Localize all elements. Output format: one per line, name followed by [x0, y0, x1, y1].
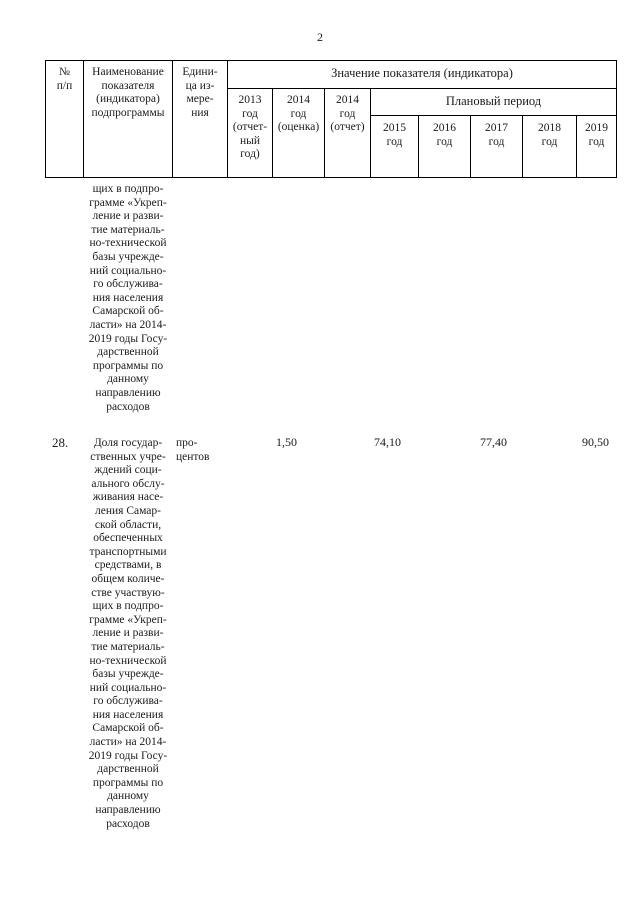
header-2017: 2017 год: [485, 122, 508, 148]
value-2019: 90,50: [582, 435, 609, 449]
header-2019: 2019 год: [585, 122, 608, 148]
header-top-line: [45, 60, 616, 61]
planned-period-line: [370, 115, 616, 116]
header-value-group: Значение показателя (индикатора): [331, 66, 513, 80]
value-2017: 77,40: [480, 435, 507, 449]
indicator-name: Доля государ- ственных учре- ждений соци- ального обслу- живания насе- ления Самар- ской области, обеспеченных транспортными средствами, в общем количе- стве участвую- щих в подпро- грамме «Укреп- ление и разви- тие материаль- но-технической базы учрежде- ний социально- го обслужива- ния населения Самарской об- ласти» на 2014- 2019 годы Госу- дарственной программы по данному направлению расходов: [88, 437, 168, 830]
col-line-11: [616, 60, 617, 178]
header-2014-estimate: 2014 год (оценка): [277, 94, 320, 134]
header-2018: 2018 год: [538, 122, 561, 148]
unit-of-measure: про- центов: [176, 437, 210, 463]
value-group-line: [227, 88, 616, 89]
value-2015: 74,10: [374, 435, 401, 449]
header-name: Наименование показателя (индикатора) подпрограммы: [91, 66, 165, 119]
page-number: 2: [317, 30, 323, 44]
header-num: № п/п: [56, 66, 73, 92]
header-2016: 2016 год: [433, 122, 456, 148]
header-bottom-line: [45, 177, 616, 178]
header-planned-period: Плановый период: [445, 94, 542, 108]
row-number: 28.: [52, 435, 69, 450]
header-2013: 2013 год (отчет- ный год): [232, 94, 268, 161]
header-2015: 2015 год: [383, 122, 406, 148]
header-2014-report: 2014 год (отчет): [330, 94, 365, 134]
value-2014-estimate: 1,50: [276, 435, 297, 449]
header-unit: Едини- ца из- мере- ния: [182, 66, 218, 119]
continued-indicator-name: щих в подпро- грамме «Укреп- ление и разви- тие материаль- но-технической базы учрежде- ний социально- го обслужива- ния населения Самарской об- ласти» на 2014- 2019 годы Госу- дарственной программы по данному направлению расходов: [88, 183, 168, 413]
